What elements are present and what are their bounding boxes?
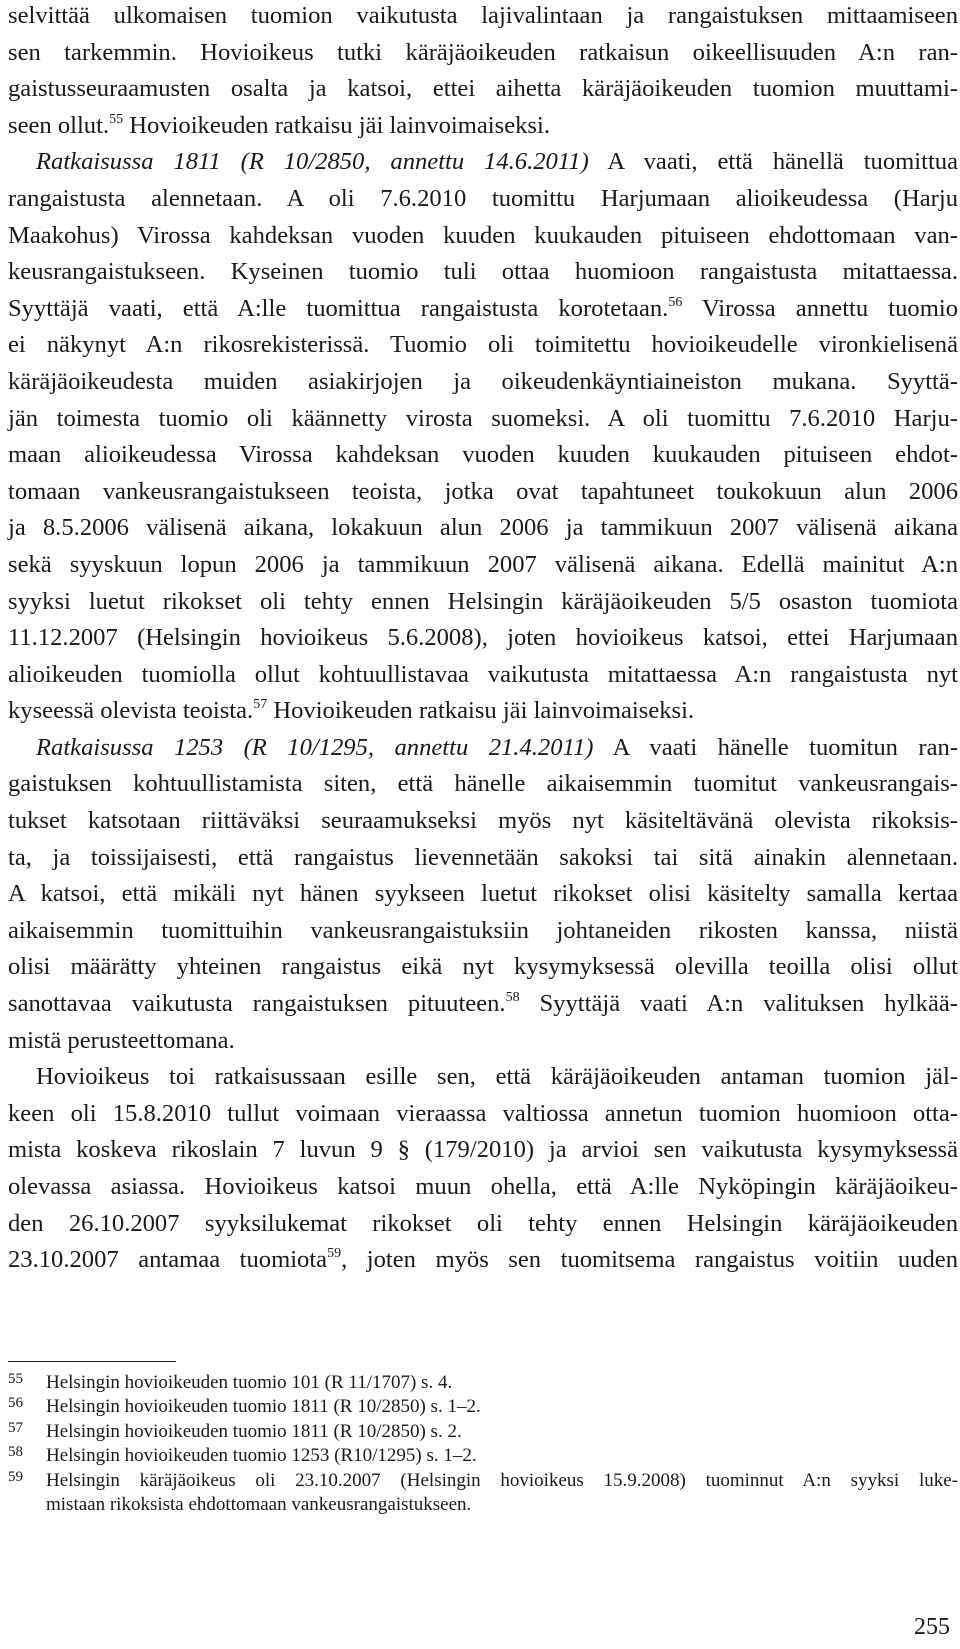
footnote-divider [8,1361,176,1362]
footnote-ref-57[interactable]: 57 [253,697,268,713]
text-line: aikaisemmin tuomittuihin vankeusrangaistuksiin johtaneiden rikosten kanssa, niistä [8,916,958,944]
text-line: selvittää ulkomaisen tuomion vaikutusta lajivalintaan ja rangaistuksen mittaamiseen [8,2,958,29]
text-line: olisi määrätty yhteinen rangaistus eikä nyt kysymyksessä olevilla teoilla olisi ollut [8,953,958,981]
text-line: den 26.10.2007 syyksilukemat rikokset oli tehty ennen Helsingin käräjäoikeuden [8,1209,958,1237]
footnote-text: Helsingin hovioikeuden tuomio 1253 (R10/1295) s. 1–2. [46,1445,477,1467]
text-line: käräjäoikeudesta muiden asiakirjojen ja oikeudenkäyntiaineiston mukana. Syyttä- [8,367,958,395]
text-line: A katsoi, että mikäli nyt hänen syykseen luetut rikokset olisi käsitelty samalla kertaa [8,880,958,908]
text-line: jän toimesta tuomio oli käännetty virosta suomeksi. A oli tuomittu 7.6.2010 Harju- [8,404,958,432]
text-line: gaistusseuraamusten osalta ja katsoi, ettei aihetta käräjäoikeuden tuomion muuttami- [8,75,958,103]
text-line: mista koskeva rikoslain 7 luvun 9 § (179/2010) ja arvioi sen vaikutusta kysymyksessä [8,1136,958,1164]
text-line: gaistuksen kohtuullistamista siten, että hänelle aikaisemmin tuomitut vankeusrangais- [8,770,958,798]
text-line: Syyttäjä vaati, että A:lle tuomittua rangaistusta korotetaan.$^{56}$ Virossa annettu tuomio [8,294,958,322]
text-line: sekä syyskuun lopun 2006 ja tammikuun 2007 välisenä aikana. Edellä mainitut A:n [8,550,958,578]
page-number: 255 [914,1614,950,1640]
text-line: 11.12.2007 (Helsingin hovioikeus 5.6.2008), joten hovioikeus katsoi, ettei Harjumaan [8,624,958,652]
text-line: alioikeuden tuomiolla ollut kohtuullistavaa vaikutusta mitattaessa A:n rangaistusta nyt [8,660,958,688]
footnote-57 [8,1420,958,1444]
text-line: keusrangaistukseen. Kyseinen tuomio tuli ottaa huomioon rangaistusta mitattaessa. [8,258,958,286]
footnote-ref-55[interactable]: 55 [109,111,124,127]
text-line: olevassa asiassa. Hovioikeus katsoi muun ohella, että A:lle Nyköpingin käräjäoikeu- [8,1173,958,1200]
footnote-ref-56[interactable]: 56 [668,294,683,310]
footnote-59 [8,1469,958,1518]
footnote-number: 56 [8,1395,23,1412]
footnote-ref-58[interactable]: 58 [505,990,520,1006]
text-line: sanottavaa vaikutusta rangaistuksen pituuteen.$^{58}$ Syyttäjä vaati A:n valituksen hylkää- [8,990,958,1018]
footnote-text: Helsingin hovioikeuden tuomio 1811 (R 10/2850) s. 2. [46,1420,462,1442]
footnote-text-continued: mistaan rikoksista ehdottomaan vankeusrangaistukseen. [46,1494,472,1516]
text-line: ta, ja toissijaisesti, että rangaistus lievennetään sakoksi tai sitä ainakin alennetaan. [8,843,958,871]
footnote-58 [8,1444,958,1468]
case-heading-1811: Ratkaisussa 1811 (R 10/2850, annettu 14.6.2011) A vaati, että hänellä tuomittua [36,148,958,176]
case-reference: Ratkaisussa 1253 (R 10/1295, annettu 21.4.2011) [36,733,594,761]
footnote-number: 58 [8,1444,23,1461]
footnote-text: Helsingin hovioikeuden tuomio 101 (R 11/1707) s. 4. [46,1372,453,1393]
case-reference: Ratkaisussa 1811 (R 10/2850, annettu 14.6.2011) [36,148,589,176]
footnotes [8,1371,958,1517]
text-line: Maakohus) Virossa kahdeksan vuoden kuuden kuukauden pituiseen ehdottomaan van- [8,221,958,249]
text-line: kyseessä olevista teoista.$^{57}$ Hovioikeuden ratkaisu jäi lainvoimaiseksi. [8,697,695,725]
footnote-ref-59[interactable]: 59 [327,1246,342,1262]
text-line: 23.10.2007 antamaa tuomiota$^{59}$, joten myös sen tuomitsema rangaistus voitiin uuden [8,1246,958,1274]
footnote-text: Helsingin käräjäoikeus oli 23.10.2007 (Helsingin hovioikeus 15.9.2008) tuominnut A:n syyksi luke- [46,1469,958,1491]
paragraph-start: Hovioikeus toi ratkaisussaan esille sen, että käräjäoikeuden antaman tuomion jäl- [36,1063,958,1091]
text-line: ei näkynyt A:n rikosrekisterissä. Tuomio oli toimitettu hovioikeudelle vironkielisenä [8,331,958,359]
footnote-number: 57 [8,1419,23,1436]
footnote-55 [8,1371,958,1395]
text-line: tomaan vankeusrangaistukseen teoista, jotka ovat tapahtuneet toukokuun alun 2006 [8,477,958,505]
footnote-text: Helsingin hovioikeuden tuomio 1811 (R 10/2850) s. 1–2. [46,1396,481,1418]
text-line: maan alioikeudessa Virossa kahdeksan vuoden kuuden kuukauden pituiseen ehdot- [8,441,958,469]
case-heading-1253: Ratkaisussa 1253 (R 10/1295, annettu 21.4.2011) A vaati hänelle tuomitun ran- [36,733,959,761]
text-line: sen tarkemmin. Hovioikeus tutki käräjäoikeuden ratkaisun oikeellisuuden A:n ran- [8,38,958,66]
body-text [8,0,958,1279]
text-line: keen oli 15.8.2010 tullut voimaan vieraassa valtiossa annetun tuomion huomioon otta- [8,1099,958,1127]
footnote-number: 59 [8,1468,23,1485]
footnote-56 [8,1395,958,1419]
text-line: ja 8.5.2006 välisenä aikana, lokakuun alun 2006 ja tammikuun 2007 välisenä aikana [8,514,958,542]
footnote-number: 55 [8,1371,23,1387]
text-line: syyksi luetut rikokset oli tehty ennen Helsingin käräjäoikeuden 5/5 osaston tuomiota [8,587,958,615]
text-line: rangaistusta alennetaan. A oli 7.6.2010 tuomittu Harjumaan alioikeudessa (Harju [8,184,958,212]
text-line: tukset katsotaan riittäväksi seuraamukseksi myös nyt käsiteltävänä olevista rikoksis- [8,807,958,835]
text-line: seen ollut.$^{55}$ Hovioikeuden ratkaisu jäi lainvoimaiseksi. [8,111,550,139]
text-line: mistä perusteettomana. [8,1026,235,1054]
